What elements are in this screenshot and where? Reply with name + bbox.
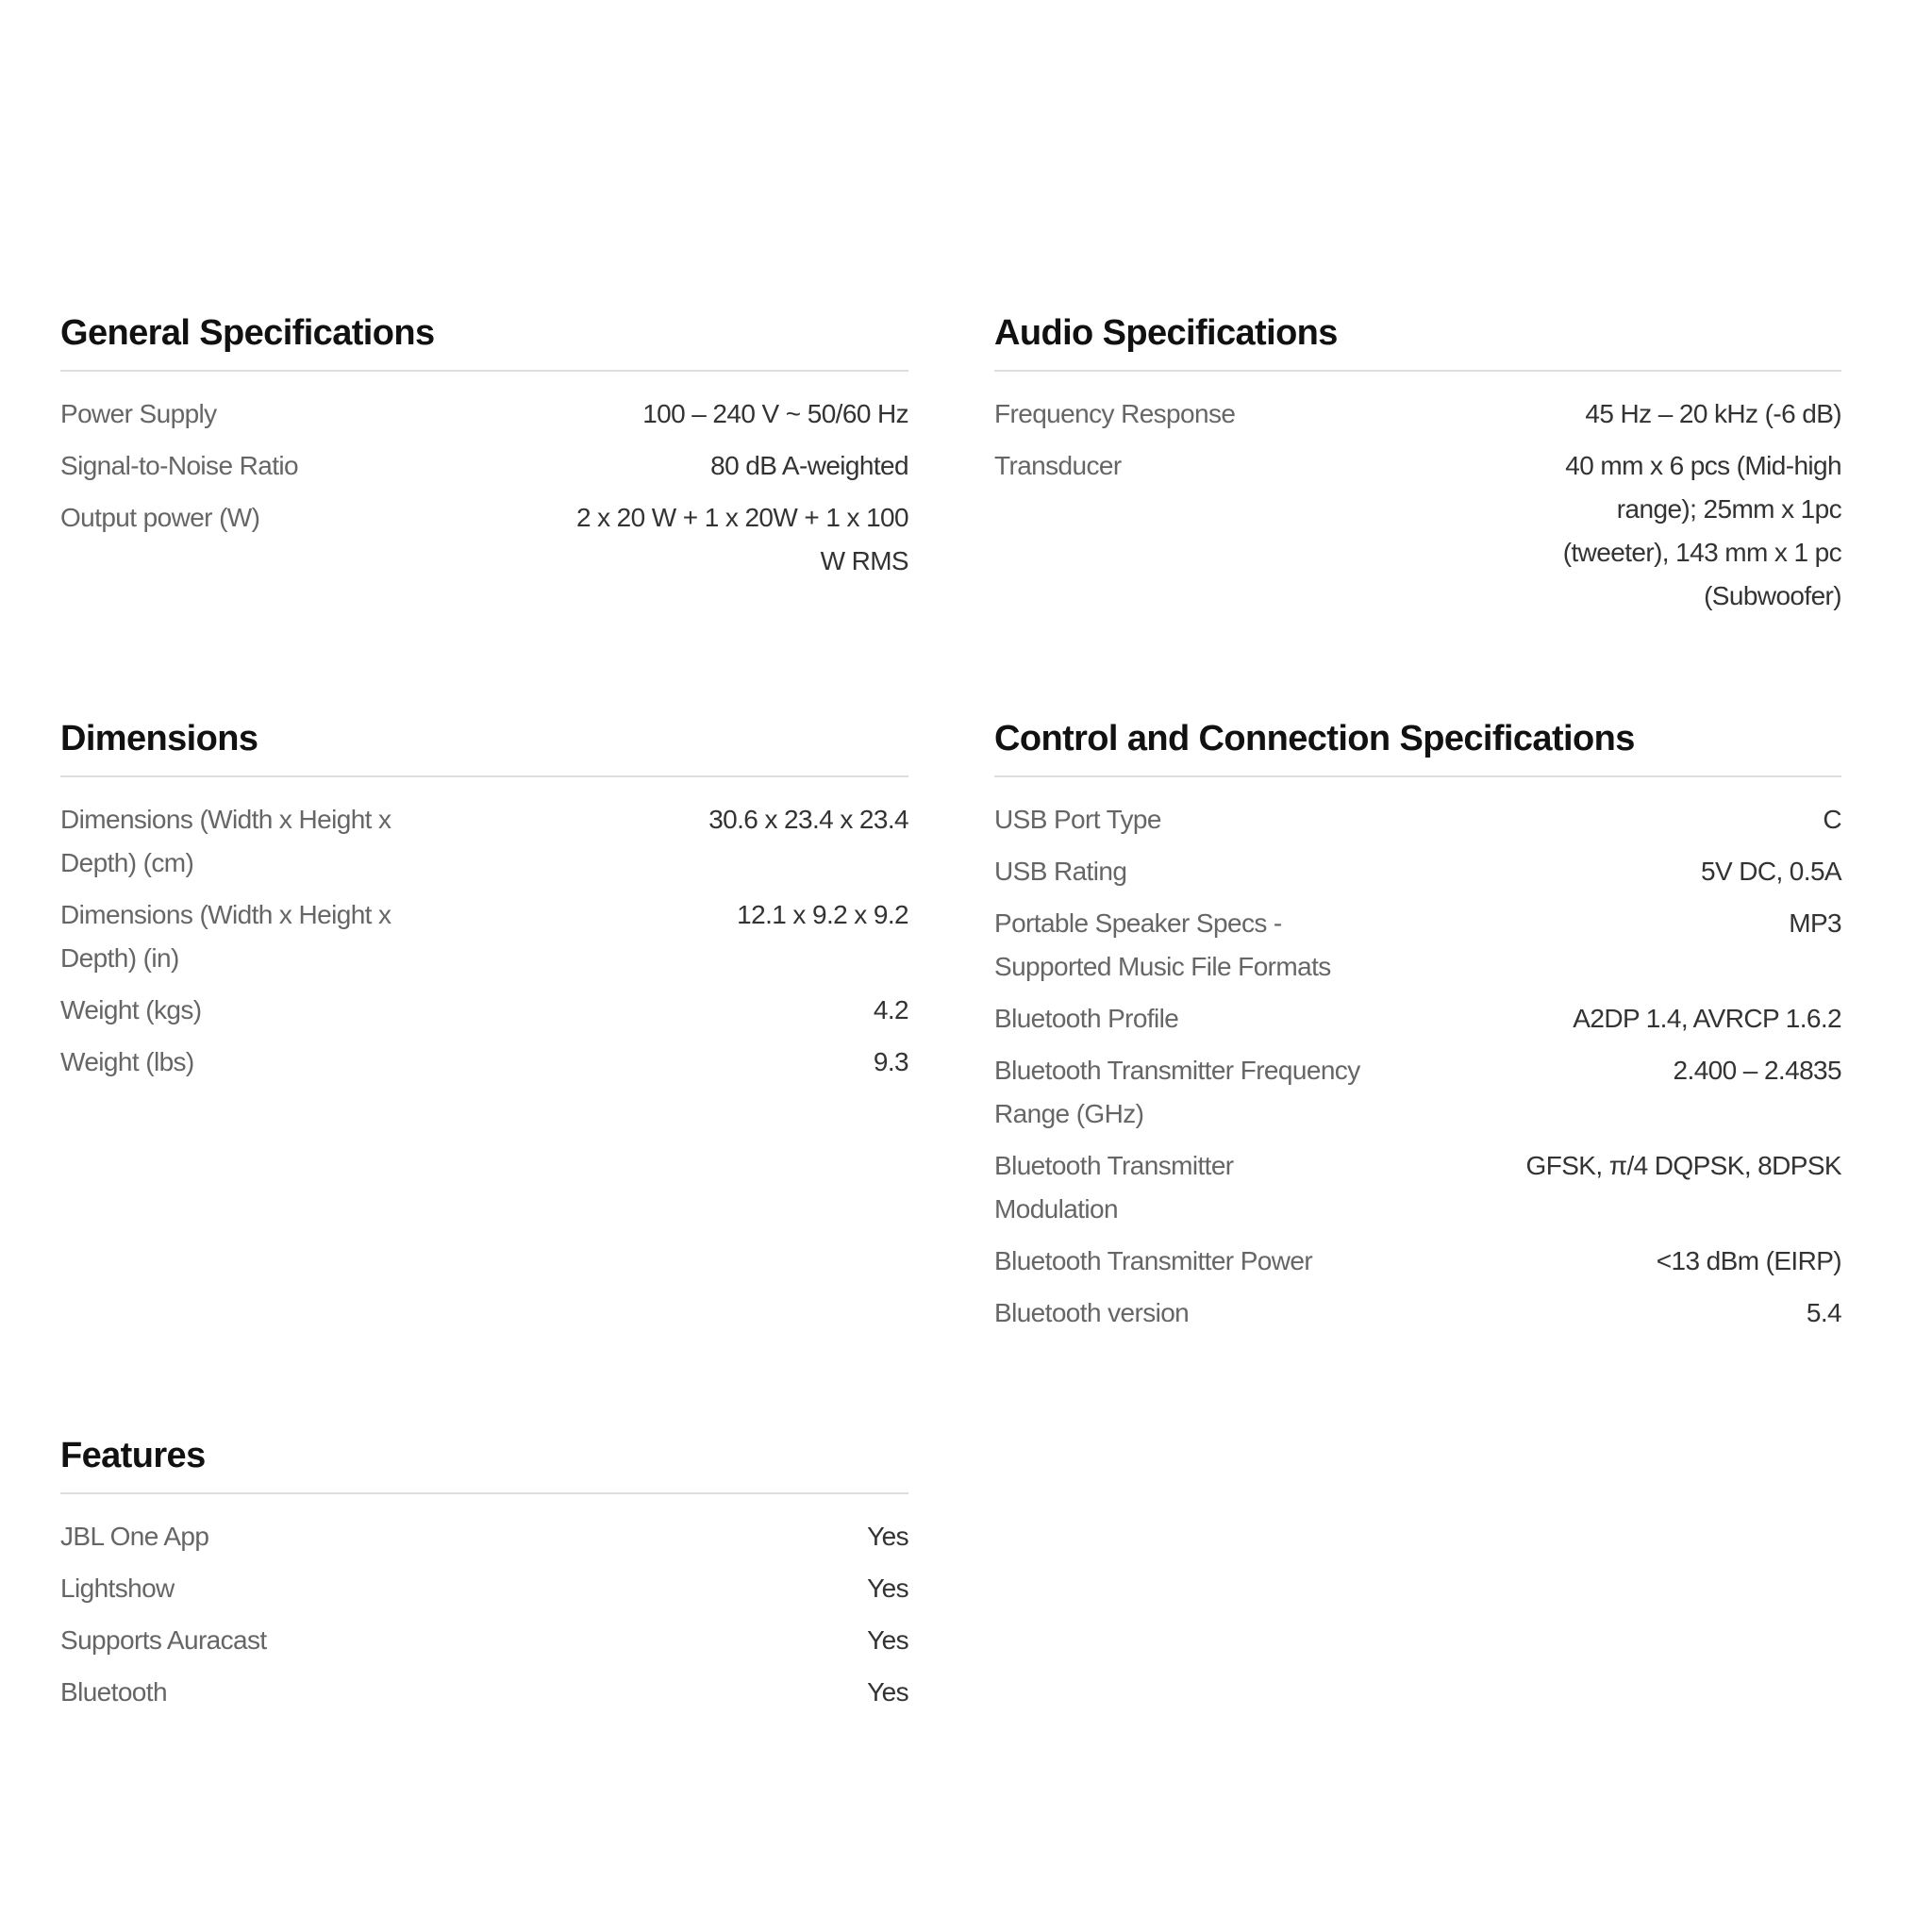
section-title: General Specifications xyxy=(60,313,435,353)
spec-label: Portable Speaker Specs - Supported Music File Formats xyxy=(994,908,1331,981)
spec-label: USB Rating xyxy=(994,857,1127,886)
spec-value: 4.2 xyxy=(873,995,908,1024)
spec-row-usb-rating xyxy=(994,850,1841,893)
spec-value: C xyxy=(1823,805,1841,834)
spec-value: <13 dBm (EIRP) xyxy=(1656,1246,1841,1275)
section-title: Features xyxy=(60,1436,206,1475)
spec-label: Weight (lbs) xyxy=(60,1047,194,1076)
spec-value: 45 Hz – 20 kHz (-6 dB) xyxy=(1585,399,1841,428)
spec-label: Bluetooth Transmitter Power xyxy=(994,1246,1313,1275)
spec-row-weight-kgs xyxy=(60,989,908,1032)
section-divider xyxy=(994,775,1841,777)
section-divider xyxy=(60,370,908,372)
spec-value: 40 mm x 6 pcs (Mid-high range); 25mm x 1pc (tweeter), 143 mm x 1 pc (Subwoofer) xyxy=(1562,451,1841,610)
spec-value: 80 dB A-weighted xyxy=(710,451,908,480)
spec-label: Lightshow xyxy=(60,1574,175,1603)
spec-label: USB Port Type xyxy=(994,805,1161,834)
spec-label: Bluetooth Transmitter Frequency Range (GHz) xyxy=(994,1056,1360,1128)
general-specifications-section xyxy=(60,311,908,591)
spec-label: Supports Auracast xyxy=(60,1625,267,1655)
spec-row-bt-power xyxy=(994,1240,1841,1283)
spec-value: Yes xyxy=(867,1522,908,1551)
spec-label: Signal-to-Noise Ratio xyxy=(60,451,298,480)
spec-value: 5V DC, 0.5A xyxy=(1700,857,1841,886)
spec-label: Power Supply xyxy=(60,399,217,428)
spec-row-bt-frequency-range xyxy=(994,1049,1841,1136)
specifications-grid xyxy=(60,311,1841,1723)
section-title: Control and Connection Specifications xyxy=(994,719,1635,758)
spec-label: Transducer xyxy=(994,451,1122,480)
section-divider xyxy=(994,370,1841,372)
spec-value: Yes xyxy=(867,1574,908,1603)
spec-value: 2.400 – 2.4835 xyxy=(1673,1056,1841,1085)
spec-value: 100 – 240 V ~ 50/60 Hz xyxy=(642,399,908,428)
section-divider xyxy=(60,1492,908,1494)
spec-row-signal-to-noise xyxy=(60,444,908,488)
spec-row-transducer xyxy=(994,444,1841,618)
spec-row-frequency-response xyxy=(994,392,1841,436)
spec-row-weight-lbs xyxy=(60,1041,908,1084)
section-divider xyxy=(60,775,908,777)
spec-label: Output power (W) xyxy=(60,503,260,532)
spec-value: Yes xyxy=(867,1625,908,1655)
spec-value: 5.4 xyxy=(1806,1298,1841,1327)
spec-value: 9.3 xyxy=(873,1047,908,1076)
spec-value: 2 x 20 W + 1 x 20W + 1 x 100 W RMS xyxy=(575,503,908,575)
spec-label: Bluetooth xyxy=(60,1677,167,1707)
spec-value: GFSK, π/4 DQPSK, 8DPSK xyxy=(1525,1151,1841,1180)
spec-value: MP3 xyxy=(1789,908,1841,938)
dimensions-section xyxy=(60,717,908,1092)
spec-row-output-power xyxy=(60,496,908,583)
spec-row-dimensions-cm xyxy=(60,798,908,885)
audio-specifications-section xyxy=(994,311,1841,626)
spec-row-dimensions-in xyxy=(60,893,908,980)
spec-value: A2DP 1.4, AVRCP 1.6.2 xyxy=(1573,1004,1841,1033)
spec-row-lightshow xyxy=(60,1567,908,1610)
spec-row-usb-port-type xyxy=(994,798,1841,841)
spec-row-bluetooth-profile xyxy=(994,997,1841,1041)
spec-value: 30.6 x 23.4 x 23.4 xyxy=(708,805,908,834)
features-section xyxy=(60,1434,908,1723)
spec-label: Bluetooth Transmitter Modulation xyxy=(994,1151,1234,1224)
spec-row-auracast xyxy=(60,1619,908,1662)
spec-label: JBL One App xyxy=(60,1522,209,1551)
section-title: Dimensions xyxy=(60,719,258,758)
section-title: Audio Specifications xyxy=(994,313,1338,353)
spec-label: Weight (kgs) xyxy=(60,995,202,1024)
control-connection-section xyxy=(994,717,1841,1343)
spec-row-supported-formats xyxy=(994,902,1841,989)
spec-label: Bluetooth Profile xyxy=(994,1004,1179,1033)
spec-row-bt-version xyxy=(994,1291,1841,1335)
spec-row-bt-modulation xyxy=(994,1144,1841,1231)
spec-row-jbl-one-app xyxy=(60,1515,908,1558)
spec-label: Bluetooth version xyxy=(994,1298,1190,1327)
spec-value: 12.1 x 9.2 x 9.2 xyxy=(737,900,908,929)
spec-value: Yes xyxy=(867,1677,908,1707)
spec-row-bluetooth xyxy=(60,1671,908,1714)
spec-label: Dimensions (Width x Height x Depth) (cm) xyxy=(60,805,391,877)
spec-label: Dimensions (Width x Height x Depth) (in) xyxy=(60,900,391,973)
spec-label: Frequency Response xyxy=(994,399,1236,428)
spec-row-power-supply xyxy=(60,392,908,436)
